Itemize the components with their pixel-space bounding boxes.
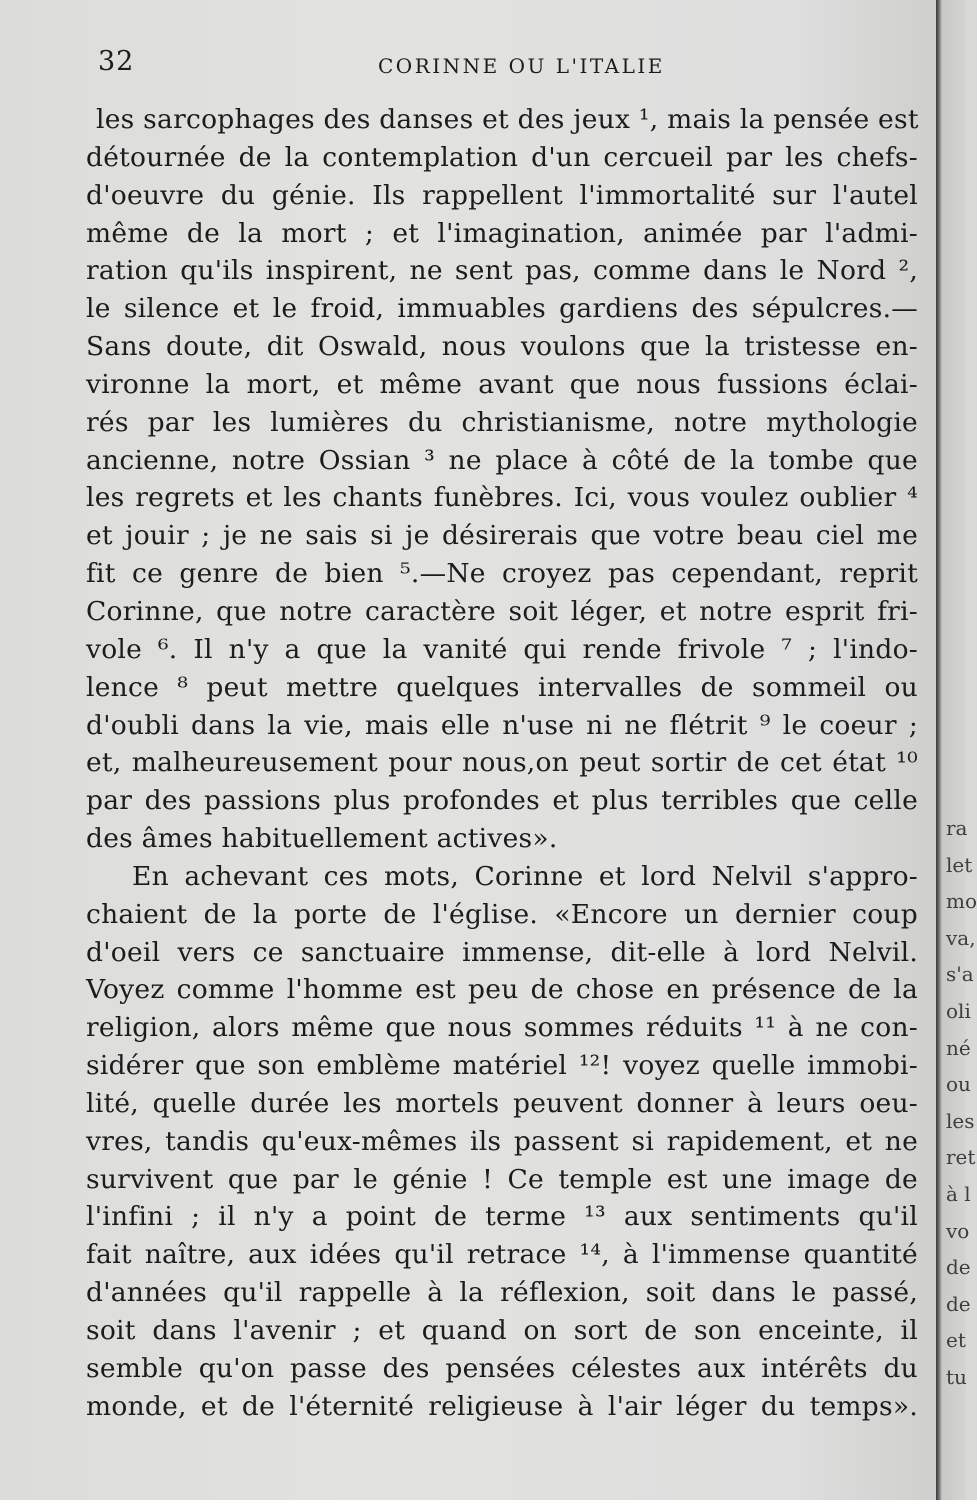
text-line: semble qu'on passe des pensées célestes aux intérêts du: [86, 1352, 918, 1384]
running-title: CORINNE OU L'ITALIE: [378, 54, 665, 78]
text-line: fit ce genre de bien ⁵.—Ne croyez pas cependant, reprit: [86, 558, 918, 590]
body-text: [86, 101, 918, 1426]
fragment: à l: [946, 1181, 971, 1206]
text-line: vole ⁶. Il n'y a que la vanité qui rende frivole ⁷ ; l'indo-: [86, 633, 918, 665]
fragment: ra: [946, 816, 968, 840]
text-line: Sans doute, dit Oswald, nous voulons que la tristesse en-: [86, 331, 918, 363]
fragment: vo: [946, 1218, 970, 1243]
fragment: ret: [946, 1145, 976, 1170]
fragment: s'a: [946, 962, 974, 987]
text-line: survivent que par le génie ! Ce temple est une image de: [86, 1163, 918, 1195]
fragment: et: [946, 1328, 966, 1353]
fragment: né: [946, 1035, 971, 1060]
fragment: ou: [946, 1072, 971, 1097]
text-line: vironne la mort, et même avant que nous fussions éclai-: [86, 368, 918, 400]
text-line: En achevant ces mots, Corinne et lord Nelvil s'appro-: [132, 860, 918, 892]
text-line: Corinne, que notre caractère soit léger, et notre esprit fri-: [86, 595, 918, 627]
fragment: va,: [946, 925, 976, 950]
text-line: vres, tandis qu'eux-mêmes ils passent si rapidement, et ne: [86, 1125, 918, 1157]
text-line: les regrets et les chants funèbres. Ici, vous voulez oublier ⁴: [86, 482, 918, 514]
page-number: 32: [98, 46, 135, 77]
text-line: d'oeil vers ce sanctuaire immense, dit-elle à lord Nelvil.: [86, 936, 918, 968]
text-line: Voyez comme l'homme est peu de chose en présence de la: [86, 974, 918, 1006]
text-line: et, malheureusement pour nous,on peut sortir de cet état ¹⁰: [86, 747, 918, 779]
text-line: et jouir ; je ne sais si je désirerais que votre beau ciel me: [86, 520, 918, 552]
text-line: d'années qu'il rappelle à la réflexion, soit dans le passé,: [86, 1277, 918, 1309]
text-line: chaient de la porte de l'église. «Encore un dernier coup: [86, 898, 918, 930]
text-line: le silence et le froid, immuables gardiens des sépulcres.—: [86, 293, 918, 325]
facing-page-fragments: [946, 810, 977, 1396]
page-header: [98, 46, 928, 86]
text-line: d'oeuvre du génie. Ils rappellent l'immortalité sur l'autel: [86, 179, 918, 211]
fragment: de: [946, 1291, 971, 1316]
fragment: tu: [946, 1364, 967, 1389]
text-line: ration qu'ils inspirent, ne sent pas, comme dans le Nord ²,: [86, 255, 918, 287]
text-line: lité, quelle durée les mortels peuvent donner à leurs oeu-: [86, 1087, 918, 1119]
text-line: religion, alors même que nous sommes réduits ¹¹ à ne con-: [86, 1012, 918, 1044]
text-line: soit dans l'avenir ; et quand on sort de son enceinte, il: [86, 1315, 918, 1346]
text-line: détournée de la contemplation d'un cercueil par les chefs-: [86, 141, 918, 173]
fragment: mo: [946, 889, 977, 914]
text-line: les sarcophages des danses et des jeux ¹, mais la pensée est: [96, 104, 919, 135]
fragment: les: [946, 1108, 975, 1133]
text-line: d'oubli dans la vie, mais elle n'use ni ne flétrit ⁹ le coeur ;: [86, 709, 918, 741]
text-line: lence ⁸ peut mettre quelques intervalles de sommeil ou: [86, 671, 918, 703]
fragment: de: [946, 1255, 971, 1280]
text-line: fait naître, aux idées qu'il retrace ¹⁴, à l'immense quantité: [86, 1239, 918, 1271]
text-line: monde, et de l'éternité religieuse à l'air léger du temps».: [86, 1390, 918, 1422]
text-line: des âmes habituellement actives».: [86, 823, 558, 855]
fragment: oli: [946, 998, 971, 1023]
text-line: rés par les lumières du christianisme, notre mythologie: [86, 406, 918, 438]
text-line: l'infini ; il n'y a point de terme ¹³ aux sentiments qu'il: [86, 1201, 918, 1233]
text-line: sidérer que son emblème matériel ¹²! voyez quelle immobi-: [86, 1050, 918, 1082]
text-line: ancienne, notre Ossian ³ ne place à côté de la tombe que: [86, 444, 918, 476]
text-line: même de la mort ; et l'imagination, animée par l'admi-: [86, 217, 918, 249]
text-line: par des passions plus profondes et plus terribles que celle: [86, 785, 918, 817]
fragment: let: [946, 852, 973, 877]
